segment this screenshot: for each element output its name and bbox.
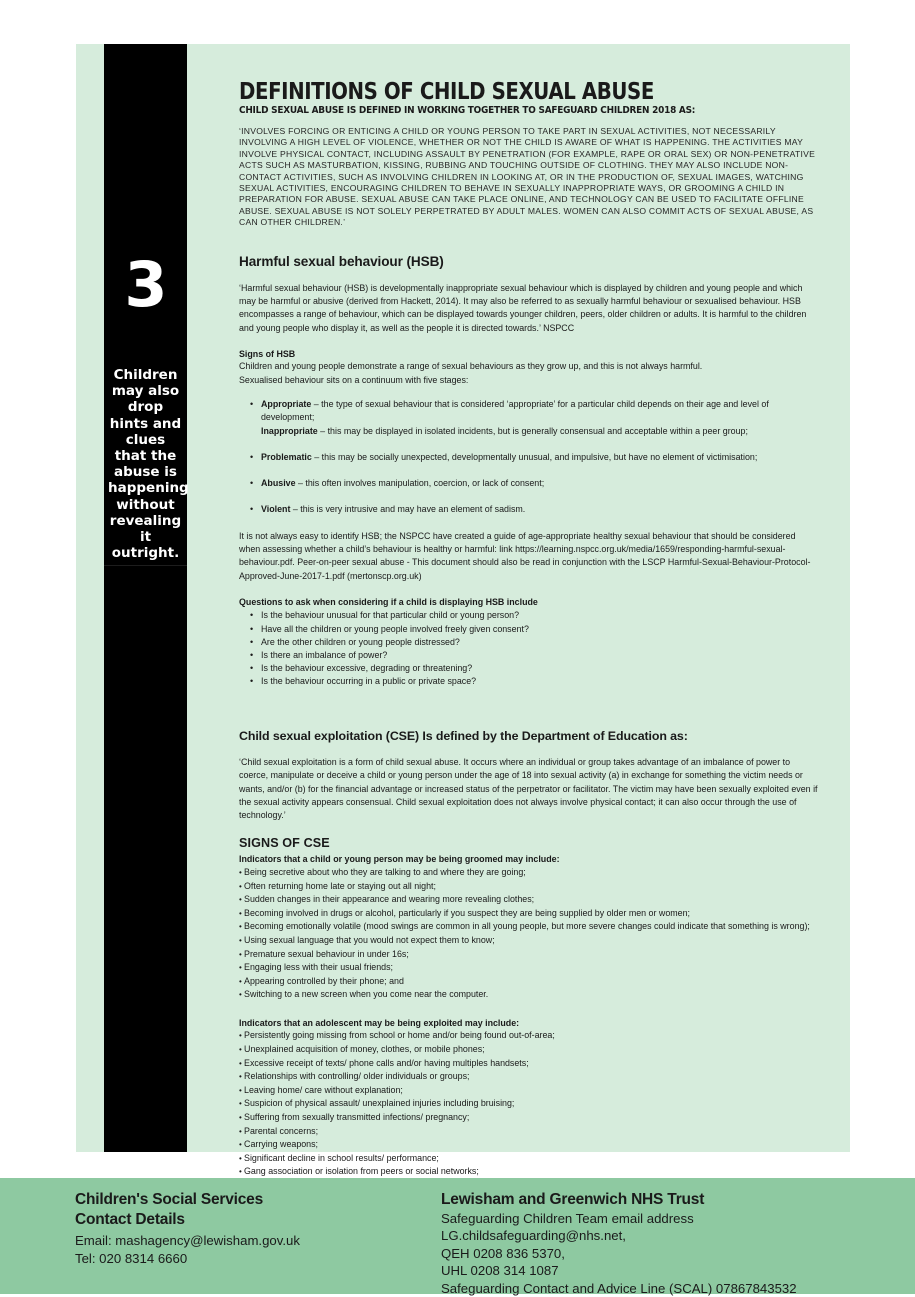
section-number: 3 xyxy=(124,248,167,321)
list-item: • Engaging less with their usual friends; xyxy=(239,961,819,975)
list-item: • Have all the children or young people involved freely given consent? xyxy=(261,623,819,636)
hsb-signs-intro-2: Sexualised behaviour sits on a continuum with five stages: xyxy=(239,374,469,385)
stage-label: Violent xyxy=(261,504,291,515)
list-item: • Becoming involved in drugs or alcohol, particularly if you suspect they are being supplied by older men or women; xyxy=(239,907,819,921)
cse-exploited-heading: Indicators that an adolescent may be being exploited may include: xyxy=(239,1017,520,1028)
hsb-signs-intro-1: Children and young people demonstrate a range of sexual behaviours as they grow up, and this is not always harmful. xyxy=(239,361,703,372)
footer-left-tel: Tel: 020 8314 6660 xyxy=(75,1250,188,1266)
footer-right-title: Lewisham and Greenwich NHS Trust xyxy=(441,1191,705,1208)
footer-left-title-line1: Children's Social Services xyxy=(75,1191,264,1208)
cse-heading: Child sexual exploitation (CSE) Is defined by the Department of Education as: xyxy=(239,728,688,743)
definition-quote: ‘INVOLVES FORCING OR ENTICING A CHILD OR YOUNG PERSON TO TAKE PART IN SEXUAL ACTIVITIES, NOT NECESSARILY INVOLVING A HIGH LEVEL OF VIOLENCE, WHETHER OR NOT THE CHILD IS AWARE OF WHAT IS HAPPENING. THE ACTIVITIES MAY INVOLVE PHYSICAL CONTACT, INCLUDING ASSAULT BY PENETRATION (FOR EXAMPLE, RAPE OR ORAL SEX) OR NON-PENETRATIVE ACTS SUCH AS MASTURBATION, KISSING, RUBBING AND TOUCHING OUTSIDE OF CLOTHING. THEY MAY ALSO INCLUDE NON-CONTACT ACTIVITIES, SUCH AS INVOLVING CHILDREN IN LOOKING AT, OR IN THE PRODUCTION OF, SEXUAL IMAGES, WATCHING SEXUAL ACTIVITIES, ENCOURAGING CHILDREN TO BEHAVE IN SEXUALLY INAPPROPRIATE WAYS, OR GROOMING A CHILD IN PREPARATION FOR ABUSE. SEXUAL ABUSE CAN TAKE PLACE ONLINE, AND TECHNOLOGY CAN BE USED TO FACILITATE OFFLINE ABUSE. SEXUAL ABUSE IS NOT SOLELY PERPETRATED BY ADULT MALES. WOMEN CAN ALSO COMMIT ACTS OF SEXUAL ABUSE, AS CAN OTHER CHILDREN.’ xyxy=(239,126,816,228)
list-item: • Becoming emotionally volatile (mood swings are common in all young people, but more severe changes could indicate that something is wrong); xyxy=(239,920,819,934)
stage-label: Problematic xyxy=(261,451,312,462)
hsb-definition: ‘Harmful sexual behaviour (HSB) is developmentally inappropriate sexual behaviour which is displayed by children and young people and which may be harmful or abusive (derived from Hackett, 2014). It may also be referred to as sexually harmful behaviour or sexualised behaviour. HSB encompasses a range of behaviour, which can be displayed towards younger children, peers, older children or adults. It is harmful to the children and young people who display it, as well as the people it is directed towards.’ NSPCC xyxy=(239,282,807,333)
list-item: • Suffering from sexually transmitted infections/ pregnancy; xyxy=(239,1111,819,1125)
list-item: • Relationships with controlling/ older individuals or groups; xyxy=(239,1070,819,1084)
list-item: • Is the behaviour occurring in a public or private space? xyxy=(261,675,819,688)
stage-label-2: Inappropriate xyxy=(261,425,318,436)
stage-text: – this is very intrusive and may have an element of sadism. xyxy=(290,504,526,515)
sidebar-seam xyxy=(104,565,187,566)
hsb-guide-paragraph: It is not always easy to identify HSB; the NSPCC have created a guide of age-appropriate healthy sexual behaviour that should be considered when assessing whether a child’s behaviour is healthy or harmful: link https://learning.nspcc.org.uk/media/1659/responding-harmful-sexual-behaviour.pdf. Peer-on-peer sexual abuse - This document should also be read in conjunction with the LSCP Harmful-Sexual-Behaviour-Protocol-Approved-June-2017-1.pdf (mertonscp.org.uk) xyxy=(239,530,811,581)
stage-text: – the type of sexual behaviour that is considered ‘appropriate’ for a particular child depends on their age and level of development; xyxy=(261,398,769,423)
list-item xyxy=(261,477,819,490)
list-item: • Is the behaviour unusual for that particular child or young person? xyxy=(261,609,819,622)
list-item: • Using sexual language that you would not expect them to know; xyxy=(239,934,819,948)
footer-band xyxy=(0,1178,915,1294)
sidebar-callout-text: Children may also drop hints and clues that the abuse is happening without revealing it outright. xyxy=(108,367,189,562)
list-item: • Are the other children or young people distressed? xyxy=(261,636,819,649)
hsb-stages-list xyxy=(239,398,819,517)
list-item xyxy=(261,398,819,438)
footer-right-line3: QEH 0208 836 5370, xyxy=(441,1245,565,1261)
stage-label: Appropriate xyxy=(261,398,312,409)
list-item: • Gang association or isolation from peers or social networks; xyxy=(239,1165,819,1179)
stage-text: – this may be socially unexpected, developmentally unusual, and impulsive, but have no element of victimisation; xyxy=(311,451,758,462)
hsb-signs-heading: Signs of HSB xyxy=(239,348,296,359)
cse-groomed-list xyxy=(239,866,819,1002)
footer-left-email: Email: mashagency@lewisham.gov.uk xyxy=(75,1233,300,1248)
stage-label: Abusive xyxy=(261,478,296,489)
stage-text: – this often involves manipulation, coercion, or lack of consent; xyxy=(295,478,545,489)
stage-line2 xyxy=(261,425,819,438)
list-item: • Persistently going missing from school or home and/or being found out-of-area; xyxy=(239,1029,819,1043)
stage-text-2: – this may be displayed in isolated incidents, but is generally consensual and acceptable within a peer group; xyxy=(317,425,748,436)
page-subtitle: CHILD SEXUAL ABUSE IS DEFINED IN WORKING TOGETHER TO SAFEGUARD CHILDREN 2018 AS: xyxy=(239,105,696,116)
hsb-questions-list xyxy=(239,609,819,688)
footer-right-line5: Safeguarding Contact and Advice Line (SCAL) 07867843532 xyxy=(441,1280,797,1296)
list-item xyxy=(261,451,819,464)
list-item: • Carrying weapons; xyxy=(239,1138,819,1152)
document-content xyxy=(239,80,819,1220)
hsb-heading: Harmful sexual behaviour (HSB) xyxy=(239,253,444,269)
footer-right-line1: Safeguarding Children Team email address xyxy=(441,1210,694,1226)
list-item: • Leaving home/ care without explanation; xyxy=(239,1084,819,1098)
list-item xyxy=(261,503,819,516)
list-item: • Significant decline in school results/ performance; xyxy=(239,1152,819,1166)
footer-right-line2: LG.childsafeguarding@nhs.net, xyxy=(441,1228,626,1244)
footer-contact-right xyxy=(441,1190,881,1297)
cse-definition: ‘Child sexual exploitation is a form of child sexual abuse. It occurs where an individual or group takes advantage of an imbalance of power to coerce, manipulate or deceive a child or young person under the age of 18 into sexual activity (a) in exchange for something the victim needs or wants, and/or (b) for the financial advantage or increased status of the perpetrator or facilitator. The victim may have been sexually exploited even if the sexual activity appears consensual. Child sexual exploitation does not always involve physical contact; it can also occur through the use of technology.’ xyxy=(239,756,818,821)
list-item: • Sudden changes in their appearance and wearing more revealing clothes; xyxy=(239,893,819,907)
cse-groomed-heading: Indicators that a child or young person may be being groomed may include: xyxy=(239,854,560,865)
list-item: • Appearing controlled by their phone; and xyxy=(239,975,819,989)
hsb-questions-heading: Questions to ask when considering if a child is displaying HSB include xyxy=(239,596,538,607)
list-item: • Premature sexual behaviour in under 16s; xyxy=(239,948,819,962)
footer-right-line4: UHL 0208 314 1087 xyxy=(441,1263,559,1279)
page-panel xyxy=(76,44,850,1177)
cse-signs-heading: SIGNS OF CSE xyxy=(239,836,330,851)
footer-contact-left xyxy=(75,1190,405,1267)
page-title: DEFINITIONS OF CHILD SEXUAL ABUSE xyxy=(239,79,654,105)
list-item: • Switching to a new screen when you come near the computer. xyxy=(239,988,819,1002)
list-item: • Being secretive about who they are talking to and where they are going; xyxy=(239,866,819,880)
list-item: • Unexplained acquisition of money, clothes, or mobile phones; xyxy=(239,1043,819,1057)
list-item: • Excessive receipt of texts/ phone calls and/or having multiples handsets; xyxy=(239,1057,819,1071)
sidebar-callout xyxy=(104,44,187,1152)
cse-section xyxy=(239,728,819,1220)
footer-left-title-line2: Contact Details xyxy=(75,1210,185,1228)
list-item: • Is the behaviour excessive, degrading or threatening? xyxy=(261,662,819,675)
list-item: • Parental concerns; xyxy=(239,1125,819,1139)
list-item: • Often returning home late or staying out all night; xyxy=(239,880,819,894)
list-item: • Is there an imbalance of power? xyxy=(261,649,819,662)
list-item: • Suspicion of physical assault/ unexplained injuries including bruising; xyxy=(239,1097,819,1111)
